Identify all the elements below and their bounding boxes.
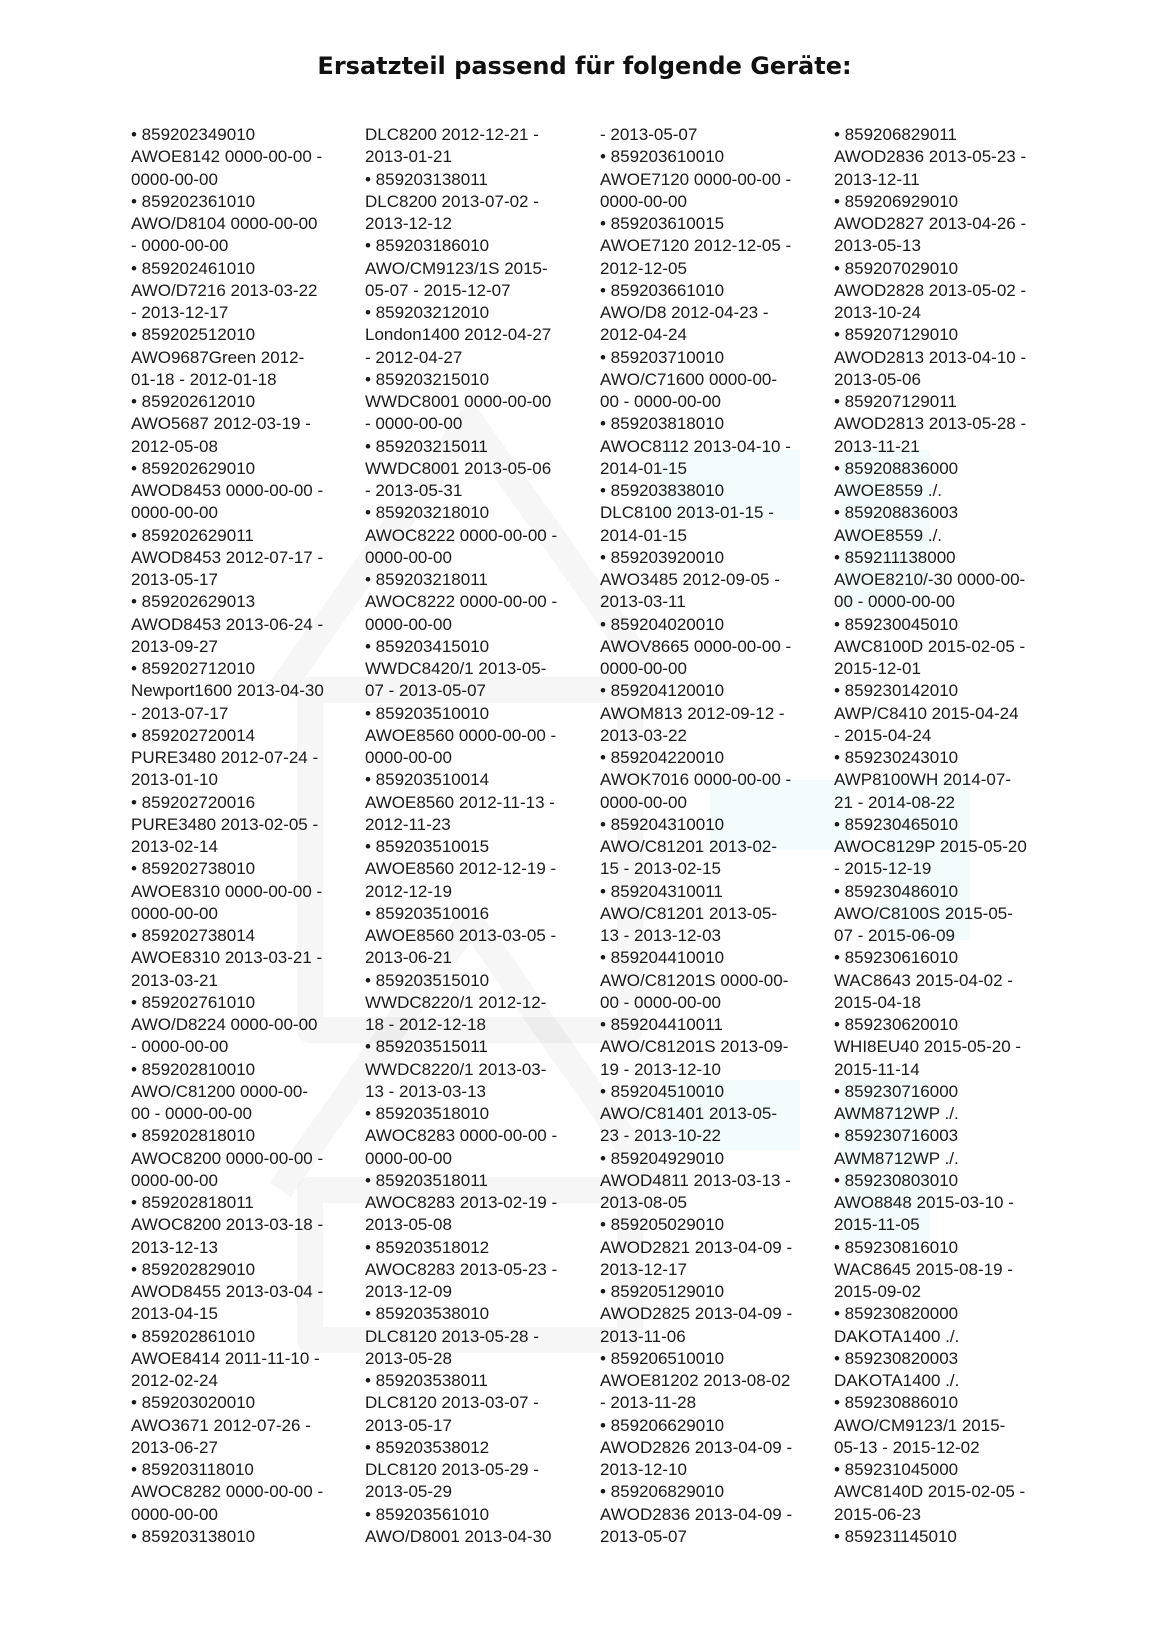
device-list-line: • 859204020010 — [600, 614, 725, 634]
device-list-line: • 859205029010 — [600, 1215, 725, 1235]
device-list-line: PURE3480 2013-02-05 - — [131, 814, 319, 834]
device-list-line: • 859203710010 — [600, 347, 725, 367]
device-list-line: DLC8120 2013-05-28 - — [365, 1326, 539, 1346]
device-list-line: - 2013-07-17 — [131, 703, 229, 723]
device-list-line: AWOE7120 0000-00-00 - — [600, 169, 792, 189]
device-list-line: - 2013-12-17 — [131, 303, 229, 322]
device-list-line: 2013-03-21 — [131, 970, 218, 990]
device-list-line: Newport1600 2013-04-30 — [131, 681, 324, 701]
device-list-line: 0000-00-00 — [131, 903, 218, 923]
device-list-line: AWC8140D 2015-02-05 - — [834, 1482, 1026, 1502]
device-list-line: WWDC8420/1 2013-05- — [365, 659, 547, 678]
device-list-line: • 859202349010 — [131, 125, 256, 144]
device-list-line: • 859202361010 — [131, 191, 256, 211]
device-list-line: • 859202629011 — [131, 525, 254, 545]
device-list-line: AWOC8129P 2015-05-20 — [834, 837, 1027, 856]
device-list-line: AWOC8200 2013-03-18 - — [131, 1215, 324, 1235]
device-list-line: WWDC8220/1 2012-12- — [365, 992, 547, 1012]
device-list-line: 2013-11-21 — [834, 436, 920, 456]
device-list-line: • 859206929010 — [834, 191, 959, 211]
device-list-line: AWOD2836 2013-04-09 - — [600, 1504, 793, 1524]
device-list-line: AWOE8560 2012-12-19 - — [365, 859, 557, 879]
device-list-line: 2013-05-07 — [600, 1526, 687, 1546]
device-list-line: • 859230803010 — [834, 1170, 959, 1190]
device-list-line: • 859203186010 — [365, 236, 490, 256]
device-column-2 — [365, 124, 585, 1548]
device-list-line: AWO/C81201S 2013-09- — [600, 1037, 789, 1057]
device-list-line: • 859208836003 — [834, 503, 959, 523]
device-list-line: 2012-05-08 — [131, 436, 218, 456]
device-list-line: DLC8200 2012-12-21 - — [365, 125, 539, 144]
device-list-line: AWOE8559 ./. — [834, 525, 943, 545]
device-list-line: • 859203020010 — [131, 1393, 256, 1413]
device-list-line: 0000-00-00 — [600, 659, 687, 678]
device-list-line: 0000-00-00 — [131, 1170, 218, 1190]
device-list-line: 2015-12-01 — [834, 659, 921, 678]
device-list-line: - 0000-00-00 — [365, 414, 463, 434]
device-list-line: • 859211138000 — [834, 547, 956, 567]
device-list-line: AWO/D8104 0000-00-00 — [131, 214, 318, 233]
device-list-line: • 859203538011 — [365, 1371, 488, 1390]
device-list-line: AWOD2826 2013-04-09 - — [600, 1437, 793, 1457]
device-list-line: • 859203610010 — [600, 147, 725, 167]
device-list-line: • 859202512010 — [131, 325, 256, 345]
device-list-line: AWO/C8100S 2015-05- — [834, 903, 1013, 923]
device-list-line: • 859230820000 — [834, 1304, 959, 1324]
device-list-line: 19 - 2013-12-10 — [600, 1059, 721, 1079]
device-list-line: • 859230716000 — [834, 1081, 959, 1101]
device-list-line: 13 - 2013-03-13 — [365, 1081, 486, 1101]
device-list-line: 2013-08-05 — [600, 1193, 687, 1212]
device-list-line: AWO/C81200 0000-00- — [131, 1081, 309, 1101]
device-list-line: 0000-00-00 — [365, 547, 452, 567]
device-list-line: • 859230816010 — [834, 1237, 959, 1257]
device-list-line: AWOE81202 2013-08-02 — [600, 1371, 791, 1390]
device-list-line: 0000-00-00 — [600, 191, 687, 211]
device-list-line: 18 - 2012-12-18 — [365, 1015, 486, 1034]
device-list-line: • 859202818010 — [131, 1126, 256, 1146]
device-list-line: • 859203661010 — [600, 280, 725, 300]
device-list-line: • 859203218010 — [365, 503, 490, 523]
device-list-line: AWOD8455 2013-03-04 - — [131, 1282, 324, 1301]
device-list-line: 2013-12-11 — [834, 169, 920, 189]
device-list-line: 2012-11-23 — [365, 814, 451, 834]
device-list-line: 07 - 2013-05-07 — [365, 681, 486, 701]
device-list-line: AWO3485 2012-09-05 - — [600, 570, 780, 589]
device-list-line: AWOE8559 ./. — [834, 481, 943, 500]
device-list-line: • 859204410010 — [600, 948, 725, 968]
device-list-line: • 859203518011 — [365, 1170, 488, 1190]
page-title: Ersatzteil passend für folgende Geräte: — [317, 52, 852, 80]
device-list-line: AWOC8283 2013-02-19 - — [365, 1193, 558, 1212]
device-list-line: • 859204220010 — [600, 748, 725, 767]
device-list-line: PURE3480 2012-07-24 - — [131, 748, 319, 767]
device-list-line: AWOC8222 0000-00-00 - — [365, 525, 558, 545]
device-list-line: WWDC8001 0000-00-00 — [365, 392, 552, 411]
device-list-line: 15 - 2013-02-15 — [600, 859, 721, 879]
device-list-line: AWOE8210/-30 0000-00- — [834, 570, 1026, 589]
device-list-line: 2013-01-10 — [131, 770, 218, 790]
device-list-line: • 859204510010 — [600, 1081, 725, 1101]
device-list-line: AWOE8414 2011-11-10 - — [131, 1348, 320, 1368]
device-list-line: • 859202818011 — [131, 1193, 254, 1212]
device-list-line: - 2012-04-27 — [365, 347, 463, 367]
device-list-line: • 859206829011 — [834, 125, 957, 144]
device-list-line: AWP/C8410 2015-04-24 — [834, 703, 1019, 723]
device-list-line: • 859203118010 — [131, 1460, 254, 1479]
device-list-line: • 859204120010 — [600, 681, 725, 701]
device-list-line: AWOD2836 2013-05-23 - — [834, 147, 1027, 167]
device-list-line: DAKOTA1400 ./. — [834, 1326, 960, 1346]
device-list-line: AWO/C81201S 0000-00- — [600, 970, 789, 990]
device-list-line: • 859203538012 — [365, 1437, 490, 1457]
device-list-line: DLC8120 2013-03-07 - — [365, 1393, 539, 1413]
device-list-line: • 859202861010 — [131, 1326, 256, 1346]
device-list-line: AWOE8560 2012-11-13 - — [365, 792, 555, 812]
device-list-line: • 859203138010 — [131, 1526, 256, 1546]
device-list-line: • 859203518012 — [365, 1237, 490, 1257]
device-list-line: • 859202810010 — [131, 1059, 256, 1079]
device-list-line: • 859203510016 — [365, 903, 490, 923]
device-list-line: • 859230465010 — [834, 814, 959, 834]
device-list-line: WWDC8220/1 2013-03- — [365, 1059, 547, 1079]
device-list-line: AWOV8665 0000-00-00 - — [600, 636, 792, 656]
device-list-line: • 859203138011 — [365, 169, 488, 189]
device-list-line: • 859203415010 — [365, 636, 490, 656]
device-list-line: AWOD2828 2013-05-02 - — [834, 280, 1027, 300]
device-list-line: • 859203515011 — [365, 1037, 488, 1057]
device-list-line: 2013-12-13 — [131, 1237, 218, 1257]
device-list-line: • 859206629010 — [600, 1415, 725, 1435]
device-list-line: - 2013-05-31 — [365, 481, 463, 500]
device-list-line: AWM8712WP ./. — [834, 1104, 959, 1123]
device-list-line: 2013-04-15 — [131, 1304, 218, 1324]
device-list-line: 2015-06-23 — [834, 1504, 921, 1524]
device-list-line: 00 - 0000-00-00 — [131, 1104, 252, 1123]
device-list-line: • 859208836000 — [834, 458, 959, 478]
device-list-line: • 859203215011 — [365, 436, 488, 456]
device-column-3 — [600, 124, 820, 1548]
device-list-line: • 859230486010 — [834, 881, 959, 901]
device-list-line: • 859230045010 — [834, 614, 959, 634]
device-list-line: • 859202829010 — [131, 1259, 256, 1279]
device-list-line: WWDC8001 2013-05-06 — [365, 458, 552, 478]
device-list-line: 00 - 0000-00-00 — [834, 592, 955, 612]
device-list-line: • 859203561010 — [365, 1504, 490, 1524]
device-list-line: • 859207029010 — [834, 258, 959, 278]
device-list-line: - 0000-00-00 — [131, 236, 229, 256]
device-list-line: AWOE8310 2013-03-21 - — [131, 948, 323, 968]
device-list-line: AWOK7016 0000-00-00 - — [600, 770, 792, 790]
device-list-line: 2013-05-08 — [365, 1215, 452, 1235]
device-list-line: 21 - 2014-08-22 — [834, 792, 955, 812]
device-list-line: 13 - 2013-12-03 — [600, 926, 721, 945]
device-list-line: AWM8712WP ./. — [834, 1148, 959, 1168]
device-list-line: • 859203518010 — [365, 1104, 490, 1123]
device-list-line: AWOD2825 2013-04-09 - — [600, 1304, 793, 1324]
device-list-line: • 859202612010 — [131, 392, 256, 411]
device-list-line: • 859230820003 — [834, 1348, 959, 1368]
device-list-line: 2013-09-27 — [131, 636, 218, 656]
device-list-line: 2014-01-15 — [600, 458, 687, 478]
device-list-line: 2013-05-17 — [131, 570, 218, 589]
device-list-line: • 859230886010 — [834, 1393, 959, 1413]
device-list-line: AWOE8310 0000-00-00 - — [131, 881, 323, 901]
device-list-line: AWO8848 2015-03-10 - — [834, 1193, 1014, 1212]
device-list-line: • 859203215010 — [365, 369, 490, 389]
device-list-line: - 2013-05-07 — [600, 125, 698, 144]
device-list-line: 2013-02-14 — [131, 837, 218, 856]
device-list-line: • 859203610015 — [600, 214, 725, 233]
device-list-line: 2013-05-17 — [365, 1415, 452, 1435]
device-list-line: AWO/C81201 2013-02- — [600, 837, 778, 856]
device-list-line: AWOD2813 2013-05-28 - — [834, 414, 1027, 434]
device-list-line: 2015-09-02 — [834, 1282, 921, 1301]
device-list-line: 2013-12-09 — [365, 1282, 452, 1301]
device-list-line: 05-07 - 2015-12-07 — [365, 280, 511, 300]
device-list-line: • 859203838010 — [600, 481, 725, 500]
device-list-line: WAC8645 2015-08-19 - — [834, 1259, 1013, 1279]
device-list-line: • 859203818010 — [600, 414, 725, 434]
device-list-line: DLC8120 2013-05-29 - — [365, 1460, 539, 1479]
device-list-line: • 859203510015 — [365, 837, 490, 856]
device-list-line: • 859202629013 — [131, 592, 256, 612]
device-list-line: AWOD4811 2013-03-13 - — [600, 1170, 791, 1190]
device-list-line: • 859206829010 — [600, 1482, 725, 1502]
device-list-line: AWOC8283 2013-05-23 - — [365, 1259, 558, 1279]
device-list-line: AWOC8222 0000-00-00 - — [365, 592, 558, 612]
device-list-line: AWOE7120 2012-12-05 - — [600, 236, 792, 256]
device-list-line: - 0000-00-00 — [131, 1037, 229, 1057]
device-list-line: 2013-03-22 — [600, 725, 687, 745]
device-list-line: 07 - 2015-06-09 — [834, 926, 955, 945]
device-list-line: 2013-05-28 — [365, 1348, 452, 1368]
device-list-line: 01-18 - 2012-01-18 — [131, 369, 277, 389]
device-list-line: AWOD2827 2013-04-26 - — [834, 214, 1027, 233]
device-list-line: AWOC8282 0000-00-00 - — [131, 1482, 324, 1502]
device-list-line: AWOD8453 0000-00-00 - — [131, 481, 324, 500]
device-list-line: 2013-03-11 — [600, 592, 686, 612]
device-list-line: • 859203920010 — [600, 547, 725, 567]
device-list-line: AWO/D8001 2013-04-30 — [365, 1526, 552, 1546]
device-list-line: 05-13 - 2015-12-02 — [834, 1437, 980, 1457]
device-list-line: AWOD2813 2013-04-10 - — [834, 347, 1027, 367]
device-list-line: • 859203515010 — [365, 970, 490, 990]
device-list-line: AWP8100WH 2014-07- — [834, 770, 1012, 790]
device-list-line: • 859202738014 — [131, 926, 256, 945]
device-list-line: 2013-05-29 — [365, 1482, 452, 1502]
device-list-line: 2013-01-21 — [365, 147, 452, 167]
device-list-line: - 2015-12-19 — [834, 859, 932, 879]
device-list-line: • 859230716003 — [834, 1126, 959, 1146]
device-list-line: DLC8200 2013-07-02 - — [365, 191, 539, 211]
device-list-line: • 859231145010 — [834, 1526, 957, 1546]
device-list-line: • 859202461010 — [131, 258, 256, 278]
device-list-line: • 859202761010 — [131, 992, 256, 1012]
device-list-line: AWO/D8224 0000-00-00 — [131, 1015, 318, 1034]
device-list-line: 2015-04-18 — [834, 992, 921, 1012]
device-list-line: WAC8643 2015-04-02 - — [834, 970, 1013, 990]
device-list — [0, 124, 1169, 1564]
device-list-line: • 859202720014 — [131, 725, 256, 745]
device-list-line: 2013-12-12 — [365, 214, 452, 233]
device-list-line: • 859230243010 — [834, 748, 959, 767]
device-list-line: • 859204410011 — [600, 1015, 723, 1034]
device-list-line: 0000-00-00 — [365, 614, 452, 634]
device-list-line: AWOE8142 0000-00-00 - — [131, 147, 323, 167]
device-list-line: • 859203510014 — [365, 770, 490, 790]
device-list-line: - 2013-11-28 — [600, 1393, 697, 1413]
device-list-line: • 859207129011 — [834, 392, 957, 411]
device-column-1 — [131, 124, 351, 1548]
device-list-line: AWOE8560 2013-03-05 - — [365, 926, 557, 945]
device-list-line: AWO/C71600 0000-00- — [600, 369, 778, 389]
device-list-line: AWO/D7216 2013-03-22 — [131, 280, 318, 300]
device-list-line: 2013-11-06 — [600, 1326, 686, 1346]
device-list-line: London1400 2012-04-27 — [365, 325, 552, 345]
device-list-line: AWOD8453 2012-07-17 - — [131, 547, 324, 567]
device-list-line: 2012-12-19 — [365, 881, 452, 901]
device-list-line: • 859202629010 — [131, 458, 256, 478]
device-column-4 — [834, 124, 1054, 1548]
device-list-line: AWO3671 2012-07-26 - — [131, 1415, 311, 1435]
device-list-line: 00 - 0000-00-00 — [600, 992, 721, 1012]
device-list-line: 23 - 2013-10-22 — [600, 1126, 721, 1146]
device-list-line: AWO/CM9123/1 2015- — [834, 1415, 1006, 1435]
device-list-line: AWC8100D 2015-02-05 - — [834, 636, 1026, 656]
device-list-line: • 859207129010 — [834, 325, 959, 345]
device-list-line: • 859202712010 — [131, 659, 256, 678]
device-list-line: AWO9687Green 2012- — [131, 347, 305, 367]
device-list-line: • 859205129010 — [600, 1282, 725, 1301]
device-list-line: 2012-04-24 — [600, 325, 687, 345]
device-list-line: AWO5687 2012-03-19 - — [131, 414, 311, 434]
device-list-line: • 859202720016 — [131, 792, 256, 812]
device-list-line: AWOE8560 0000-00-00 - — [365, 725, 557, 745]
device-list-line: AWOC8283 0000-00-00 - — [365, 1126, 558, 1146]
device-list-line: WHI8EU40 2015-05-20 - — [834, 1037, 1022, 1057]
device-list-line: 0000-00-00 — [131, 1504, 218, 1524]
device-list-line: 2013-10-24 — [834, 303, 921, 322]
device-list-line: 0000-00-00 — [365, 1148, 452, 1168]
device-list-line: • 859230620010 — [834, 1015, 959, 1034]
device-list-line: AWOC8112 2013-04-10 - — [600, 436, 791, 456]
device-list-line: • 859230142010 — [834, 681, 959, 701]
device-list-line: AWOD8453 2013-06-24 - — [131, 614, 324, 634]
device-list-line: 2013-05-13 — [834, 236, 921, 256]
device-list-line: • 859203510010 — [365, 703, 490, 723]
device-list-line: 0000-00-00 — [131, 169, 218, 189]
device-list-line: 0000-00-00 — [365, 748, 452, 767]
device-list-line: AWO/C81401 2013-05- — [600, 1104, 778, 1123]
device-list-line: • 859230616010 — [834, 948, 959, 968]
device-list-line: AWO/C81201 2013-05- — [600, 903, 778, 923]
device-list-line: • 859203218011 — [365, 570, 488, 589]
device-list-line: • 859203212010 — [365, 303, 490, 322]
device-list-line: 2012-02-24 — [131, 1371, 218, 1390]
device-list-line: • 859231045000 — [834, 1460, 959, 1479]
device-list-line: • 859204310011 — [600, 881, 723, 901]
device-list-line: • 859206510010 — [600, 1348, 725, 1368]
device-list-line: 00 - 0000-00-00 — [600, 392, 721, 411]
device-list-line: DAKOTA1400 ./. — [834, 1371, 960, 1390]
device-list-line: 2013-06-21 — [365, 948, 452, 968]
device-list-line: 2013-05-06 — [834, 369, 921, 389]
device-list-line: AWOD2821 2013-04-09 - — [600, 1237, 793, 1257]
device-list-line: 2013-12-17 — [600, 1259, 687, 1279]
device-list-line: • 859204310010 — [600, 814, 725, 834]
device-list-line: • 859204929010 — [600, 1148, 725, 1168]
device-list-line: • 859202738010 — [131, 859, 256, 879]
device-list-line: 0000-00-00 — [600, 792, 687, 812]
device-list-line: 0000-00-00 — [131, 503, 218, 523]
device-list-line: AWOC8200 0000-00-00 - — [131, 1148, 324, 1168]
device-list-line: DLC8100 2013-01-15 - — [600, 503, 774, 523]
device-list-line: 2013-06-27 — [131, 1437, 218, 1457]
device-list-line: 2014-01-15 — [600, 525, 687, 545]
device-list-line: 2012-12-05 — [600, 258, 687, 278]
device-list-line: • 859203538010 — [365, 1304, 490, 1324]
device-list-line: 2015-11-05 — [834, 1215, 920, 1235]
device-list-line: 2013-12-10 — [600, 1460, 687, 1479]
device-list-line: - 2015-04-24 — [834, 725, 932, 745]
device-list-line: AWOM813 2012-09-12 - — [600, 703, 785, 723]
device-list-line: AWO/D8 2012-04-23 - — [600, 303, 769, 322]
device-list-line: 2015-11-14 — [834, 1059, 920, 1079]
device-list-line: AWO/CM9123/1S 2015- — [365, 258, 548, 278]
